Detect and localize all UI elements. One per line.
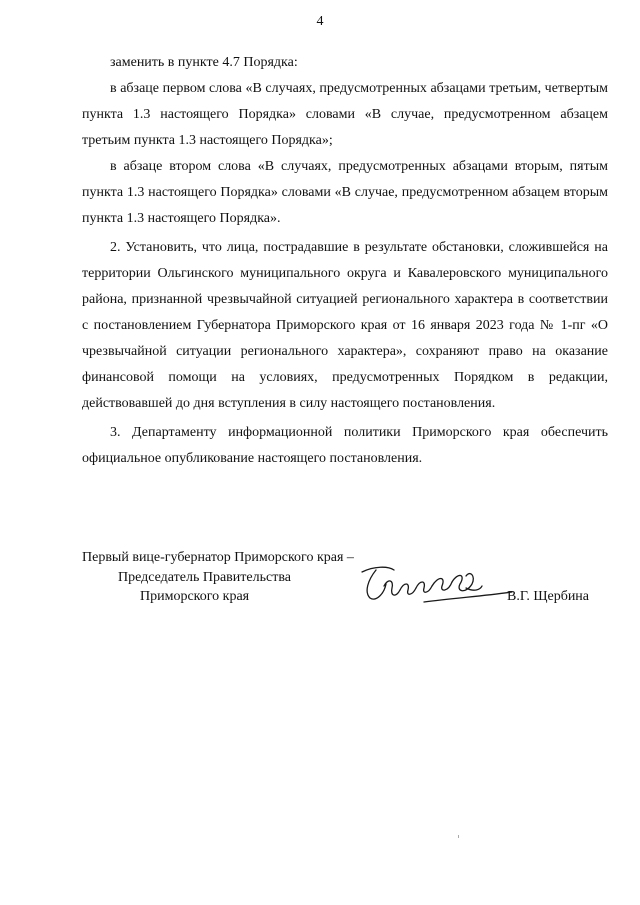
scan-speck: [458, 835, 459, 838]
paragraph-abzac-second: в абзаце втором слова «В случаях, предусмотренных абзацами вторым, пятым пункта 1.3 настоящего Порядка» словами «В случае, предусмотренном абзацем вторым пункта 1.3 настоящего Порядка».: [82, 159, 608, 226]
signatory-name: В.Г. Щербина: [507, 589, 590, 604]
paragraph-intro: заменить в пункте 4.7 Порядка:: [110, 55, 298, 70]
paragraph-item-3: 3. Департаменту информационной политики Приморского края обеспечить официальное опубликование настоящего постановления.: [82, 425, 608, 466]
paragraph-item-2: 2. Установить, что лица, пострадавшие в результате обстановки, сложившейся на территории Ольгинского муниципального округа и Кавалеровского муниципального района, признанной чрезвычайной ситуацией регионального характера в соответствии с постановлением Губернатора Приморского края от 16 января 2023 года № 1-пг «О чрезвычайной ситуации регионального характера», сохраняют право на оказание финансовой помощи на условиях, предусмотренных Порядком в редакции, действовавшей до дня вступления в силу настоящего постановления.: [82, 240, 608, 411]
signatory-title-line3: Приморского края: [140, 589, 250, 604]
paragraph-abzac-first: в абзаце первом слова «В случаях, предусмотренных абзацами третьим, четвертым пункта 1.3 настоящего Порядка» словами «В случае, предусмотренном абзацем третьим пункта 1.3 настоящего Порядка»;: [82, 81, 608, 148]
signatory-title-line2: Председатель Правительства: [118, 570, 291, 585]
signature-block: [82, 548, 612, 618]
signatory-title-line1: Первый вице-губернатор Приморского края –: [82, 550, 354, 565]
handwritten-signature: [354, 558, 514, 610]
page-number: 4: [316, 14, 324, 29]
document-body: [82, 50, 608, 472]
